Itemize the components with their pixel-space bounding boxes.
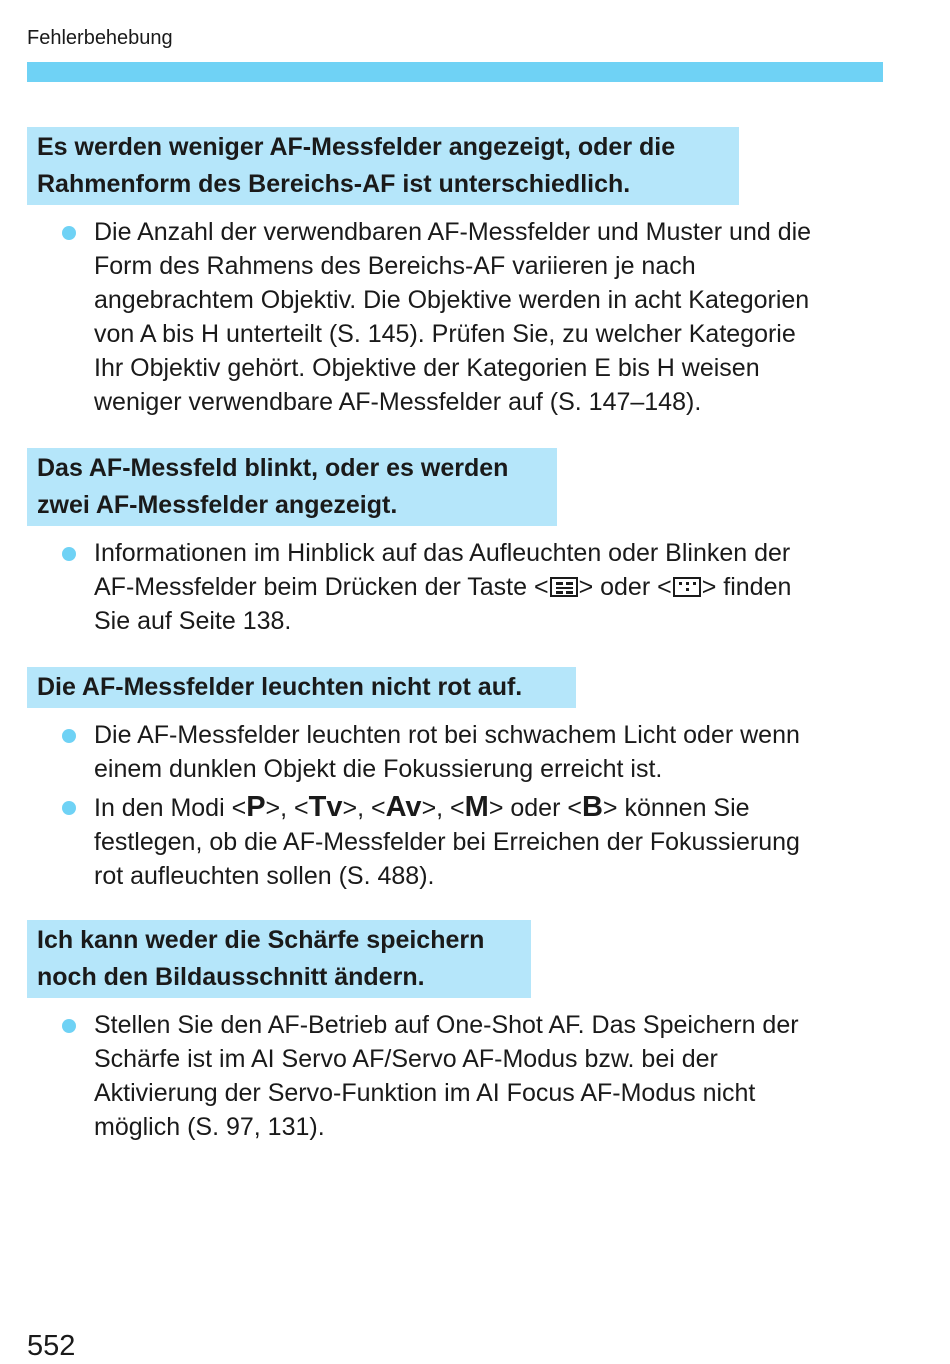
text-fragment: >, < xyxy=(421,794,465,822)
section-af-points-not-red xyxy=(27,667,800,893)
section-heading xyxy=(27,920,531,998)
mode-b-icon: B xyxy=(581,791,603,823)
running-header: Fehlerbehebung xyxy=(27,27,173,49)
section-heading xyxy=(27,667,576,708)
text-line xyxy=(94,790,800,825)
bullet-icon xyxy=(62,226,76,240)
text-fragment: > oder < xyxy=(578,573,672,601)
bullet-icon xyxy=(62,729,76,743)
list-item xyxy=(27,718,800,786)
bullet-icon xyxy=(62,801,76,815)
list-item xyxy=(27,536,791,638)
text-line xyxy=(94,570,791,604)
text-fragment: > oder < xyxy=(488,794,582,822)
text-line: von A bis H unterteilt (S. 145). Prüfen Sie, zu welcher Kategorie xyxy=(94,320,796,348)
text-line: Schärfe ist im AI Servo AF/Servo AF-Modus bzw. bei der xyxy=(94,1045,718,1073)
text-line: angebrachtem Objektiv. Die Objektive werden in acht Kategorien xyxy=(94,286,810,314)
mode-tv-icon: Tv xyxy=(308,791,343,823)
heading-line: Es werden weniger AF-Messfelder angezeigt, oder die xyxy=(37,133,676,161)
af-point-selection-icon xyxy=(550,577,578,597)
section-focus-lock xyxy=(27,920,799,1144)
bullet-icon xyxy=(62,547,76,561)
text-line: Sie auf Seite 138. xyxy=(94,607,292,635)
list-item xyxy=(27,790,800,893)
mode-m-icon: M xyxy=(464,791,489,823)
text-fragment: >, < xyxy=(265,794,309,822)
text-line: möglich (S. 97, 131). xyxy=(94,1113,325,1141)
text-line: einem dunklen Objekt die Fokussierung erreicht ist. xyxy=(94,755,663,783)
text-fragment: > können Sie xyxy=(602,794,750,822)
section-heading xyxy=(27,448,557,526)
text-line: Form des Rahmens des Bereichs-AF variieren je nach xyxy=(94,252,696,280)
text-line: weniger verwendbare AF-Messfelder auf (S. 147–148). xyxy=(94,388,702,416)
mode-av-icon: Av xyxy=(385,791,422,823)
text-fragment: >, < xyxy=(342,794,386,822)
text-fragment: AF-Messfelder beim Drücken der Taste < xyxy=(94,573,549,601)
text-line: Stellen Sie den AF-Betrieb auf One-Shot AF. Das Speichern der xyxy=(94,1011,799,1039)
text-line: Aktivierung der Servo-Funktion im AI Focus AF-Modus nicht xyxy=(94,1079,756,1107)
heading-line: zwei AF-Messfelder angezeigt. xyxy=(37,491,398,519)
list-item xyxy=(27,215,811,419)
section-af-point-blinks xyxy=(27,448,791,638)
text-line: Informationen im Hinblick auf das Aufleuchten oder Blinken der xyxy=(94,539,791,567)
text-fragment: > finden xyxy=(701,573,792,601)
heading-line: Rahmenform des Bereichs-AF ist unterschiedlich. xyxy=(37,170,631,198)
mode-p-icon: P xyxy=(246,791,266,823)
text-line: Ihr Objektiv gehört. Objektive der Kategorien E bis H weisen xyxy=(94,354,760,382)
text-line: Die Anzahl der verwendbaren AF-Messfelder und Muster und die xyxy=(94,218,812,246)
text-line: Die AF-Messfelder leuchten rot bei schwachem Licht oder wenn xyxy=(94,721,800,749)
heading-line: noch den Bildausschnitt ändern. xyxy=(37,963,425,991)
text-line: rot aufleuchten sollen (S. 488). xyxy=(94,862,435,890)
heading-line: Die AF-Messfelder leuchten nicht rot auf. xyxy=(37,673,523,701)
list-item xyxy=(27,1008,799,1144)
section-fewer-af-points xyxy=(27,127,811,419)
bullet-icon xyxy=(62,1019,76,1033)
heading-line: Ich kann weder die Schärfe speichern xyxy=(37,926,485,954)
text-fragment: In den Modi < xyxy=(94,794,247,822)
section-heading xyxy=(27,127,739,205)
text-line: festlegen, ob die AF-Messfelder bei Erreichen der Fokussierung xyxy=(94,828,800,856)
page-number: 552 xyxy=(27,1330,76,1362)
heading-line: Das AF-Messfeld blinkt, oder es werden xyxy=(37,454,509,482)
header-bar xyxy=(27,62,883,82)
af-area-selection-icon xyxy=(673,577,701,597)
